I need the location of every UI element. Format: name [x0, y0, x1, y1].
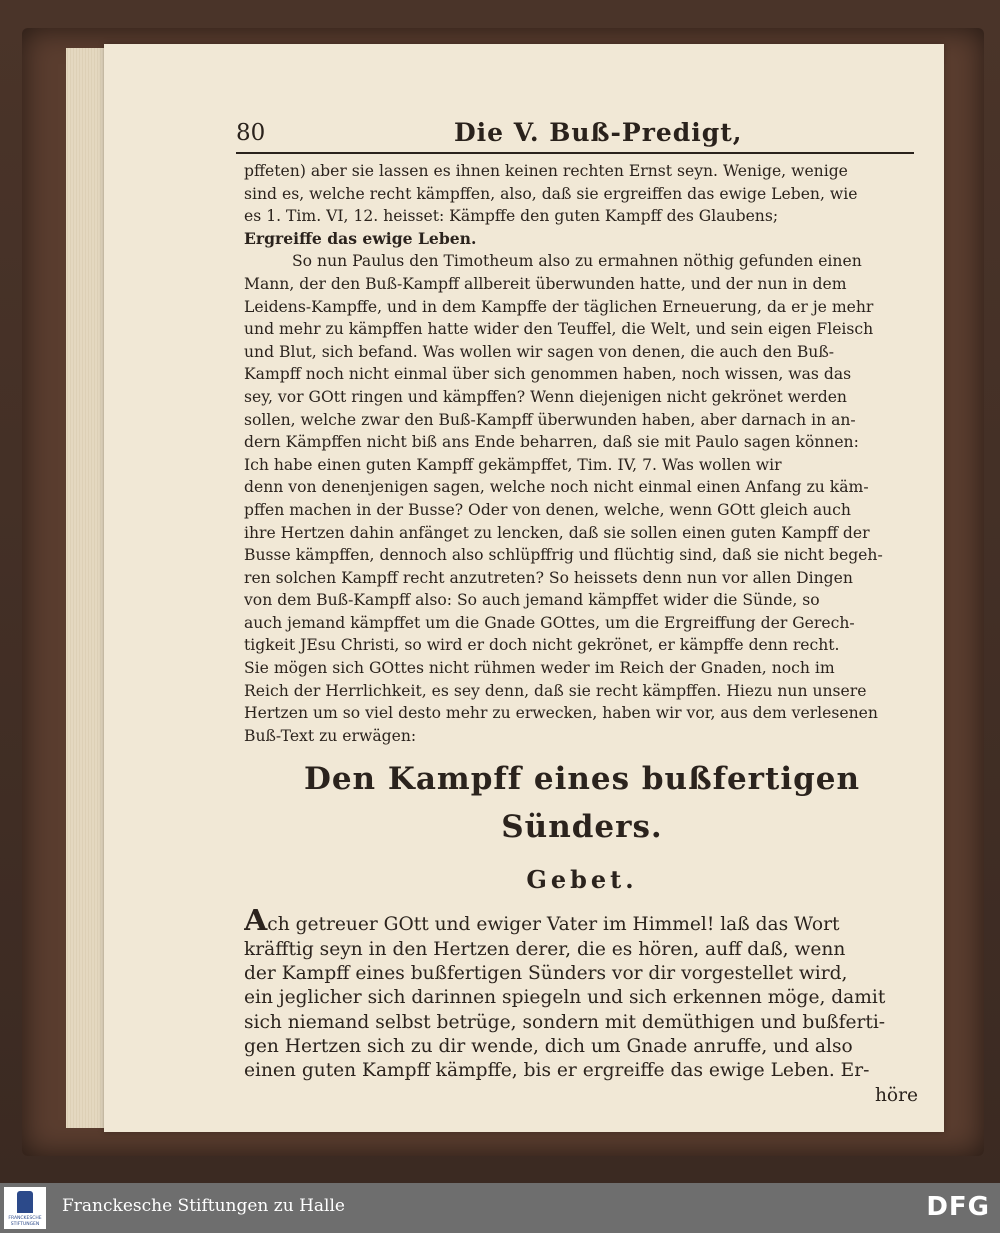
text-line-rest: ch getreuer GOtt und ewiger Vater im Himmel! laß das Wort: [267, 914, 840, 936]
text-line: So nun Paulus den Timotheum also zu ermahnen nöthig gefunden einen: [292, 252, 862, 271]
text-line: Busse kämpffen, dennoch also schlüpffrig und flüchtig sind, daß sie nicht begeh-: [244, 546, 883, 565]
text-line: pffeten) aber sie lassen es ihnen keinen rechten Ernst seyn. Wenige, wenige: [244, 162, 848, 180]
paragraph-1: [244, 160, 920, 250]
text-line: sind es, welche recht kämpffen, also, daß sie ergreiffen das ewige Leben, wie: [244, 184, 858, 203]
text-line: Mann, der den Buß-Kampff allbereit überwunden hatte, und der nun in dem: [244, 274, 847, 293]
text-line: Sie mögen sich GOttes nicht rühmen weder im Reich der Gnaden, noch im: [244, 659, 835, 678]
text-line: Ergreiffe das ewige Leben.: [244, 228, 477, 248]
text-line: Reich der Herrlichkeit, es sey denn, daß sie recht kämpffen. Hiezu nun unsere: [244, 681, 867, 700]
paragraph-2: [244, 250, 920, 747]
text-line: [244, 909, 920, 937]
text-line: von dem Buß-Kampff also: So auch jemand kämpffet wider die Sünde, so: [244, 591, 820, 610]
text-line: Kampff noch nicht einmal über sich genommen haben, noch wissen, was das: [244, 365, 852, 384]
text-line: der Kampff eines bußfertigen Sünders vor dir vorgestellet wird,: [244, 963, 848, 985]
page-header: [236, 118, 916, 154]
text-line: und mehr zu kämpffen hatte wider den Teuffel, die Welt, und sein eigen Fleisch: [244, 320, 874, 339]
viewer-footer: [0, 1183, 1000, 1233]
prayer-heading: Gebet.: [526, 865, 638, 895]
text-line: und Blut, sich befand. Was wollen wir sagen von denen, die auch den Buß-: [244, 342, 835, 361]
text-line: Hertzen um so viel desto mehr zu erwecken, haben wir vor, aus dem verlesenen: [244, 704, 878, 723]
text-line: auch jemand kämpffet um die Gnade GOttes, um die Ergreiffung der Gerech-: [244, 613, 855, 632]
text-line: einen guten Kampff kämpffe, bis er ergreiffe das ewige Leben. Er-: [244, 1060, 870, 1082]
text-line: sey, vor GOtt ringen und kämpffen? Wenn diejenigen nicht gekrönet werden: [244, 387, 847, 406]
drop-cap: A: [244, 909, 268, 938]
page-number: 80: [236, 120, 266, 146]
text-line: pffen machen in der Busse? Oder von denen, welche, wenn GOtt gleich auch: [244, 500, 851, 519]
dfg-logo[interactable]: DFG: [926, 1192, 990, 1222]
logo-text: FRANCKESCHE STIFTUNGEN: [8, 1216, 42, 1227]
text-line: denn von denenjenigen sagen, welche noch nicht einmal einen Anfang zu käm-: [244, 478, 869, 497]
text-line: sollen, welche zwar den Buß-Kampff überwunden haben, aber darnach in an-: [244, 410, 856, 429]
section-heading: Den Kampff eines bußfertigen Sünders.: [303, 761, 861, 846]
text-line: kräfftig seyn in den Hertzen derer, die es hören, auff daß, wenn: [244, 938, 846, 960]
text-line: Leidens-Kampffe, und in dem Kampffe der täglichen Erneuerung, da er je mehr: [244, 297, 874, 316]
text-line: dern Kämpffen nicht biß ans Ende beharren, daß sie mit Paulo sagen können:: [244, 433, 859, 452]
text-line: es 1. Tim. VI, 12. heisset: Kämpffe den guten Kampff des Glaubens;: [244, 207, 779, 226]
institution-logo[interactable]: [4, 1187, 46, 1229]
institution-name[interactable]: Franckesche Stiftungen zu Halle: [62, 1196, 345, 1216]
text-line: ren solchen Kampff recht anzutreten? So heissets denn nun vor allen Dingen: [244, 568, 853, 587]
prayer-text: [244, 909, 920, 1083]
header-rule: [236, 152, 914, 154]
text-line: Ich habe einen guten Kampff gekämpffet, Tim. IV, 7. Was wollen wir: [244, 455, 782, 474]
text-line: sich niemand selbst betrüge, sondern mit demüthigen und bußferti-: [244, 1011, 886, 1033]
text-line: Buß-Text zu erwägen:: [244, 726, 417, 745]
catchword: höre: [874, 1084, 918, 1106]
body-text: [244, 160, 920, 1108]
running-title: Die V. Buß-Predigt,: [454, 118, 743, 147]
text-line: tigkeit JEsu Christi, so wird er doch nicht gekrönet, er kämpffe denn recht.: [244, 636, 840, 655]
text-line: ein jeglicher sich darinnen spiegeln und sich erkennen möge, damit: [244, 987, 886, 1009]
text-line: ihre Hertzen dahin anfänget zu lencken, daß sie sollen einen guten Kampff der: [244, 523, 870, 542]
text-line: gen Hertzen sich zu dir wende, dich um Gnade anruffe, und also: [244, 1035, 853, 1057]
building-icon: [17, 1191, 33, 1213]
